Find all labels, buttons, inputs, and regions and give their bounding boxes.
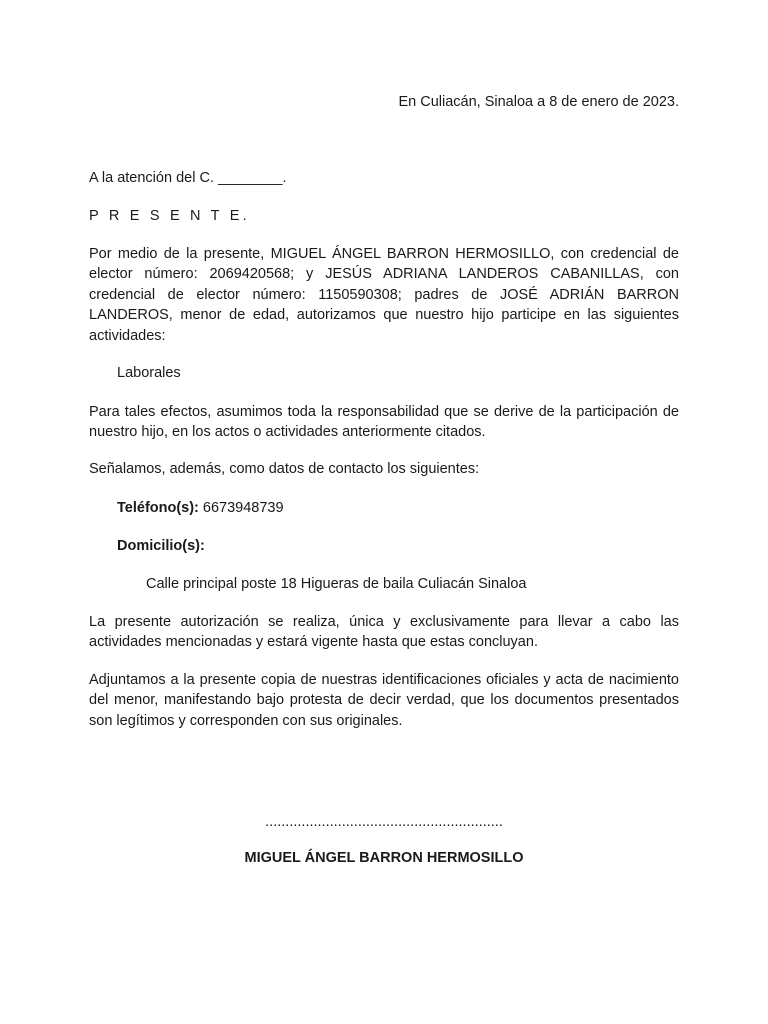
intro-paragraph: Por medio de la presente, MIGUEL ÁNGEL BARRON HERMOSILLO, con credencial de elector número: 2069420568; y JESÚS ADRIANA LANDEROS CABANILLAS, con credencial de elector número: 1150590308; padres de JOSÉ ADRIÁN BARRON LANDEROS, menor de edad, autorizamos que nuestro hijo participe en las siguientes actividades: [89, 246, 679, 344]
phone-row [117, 498, 284, 518]
address-value: Calle principal poste 18 Higueras de baila Culiacán Sinaloa [146, 576, 527, 592]
contact-intro: Señalamos, además, como datos de contacto los siguientes: [89, 461, 480, 477]
address-label: Domicilio(s): [117, 538, 205, 554]
signature-line: ........................................................... [265, 814, 503, 830]
signer-name: MIGUEL ÁNGEL BARRON HERMOSILLO [244, 850, 524, 866]
presente-heading: P R E S E N T E. [89, 208, 250, 224]
address-row [117, 536, 205, 556]
attention-line: A la atención del C. ________. [89, 170, 287, 186]
activity-item: Laborales [117, 365, 181, 381]
validity-paragraph: La presente autorización se realiza, única y exclusivamente para llevar a cabo las actividades mencionadas y estará vigente hasta que estas concluyan. [89, 614, 679, 651]
attachments-paragraph: Adjuntamos a la presente copia de nuestras identificaciones oficiales y acta de nacimiento del menor, manifestando bajo protesta de decir verdad, que los documentos presentados son legítimos y corresponden con sus originales. [89, 672, 679, 729]
phone-value: 6673948739 [202, 500, 284, 516]
responsibility-paragraph: Para tales efectos, asumimos toda la responsabilidad que se derive de la participación de nuestro hijo, en los actos o actividades anteriormente citados. [89, 404, 679, 441]
phone-label: Teléfono(s): [117, 500, 199, 516]
date-line: En Culiacán, Sinaloa a 8 de enero de 2023. [398, 94, 679, 110]
